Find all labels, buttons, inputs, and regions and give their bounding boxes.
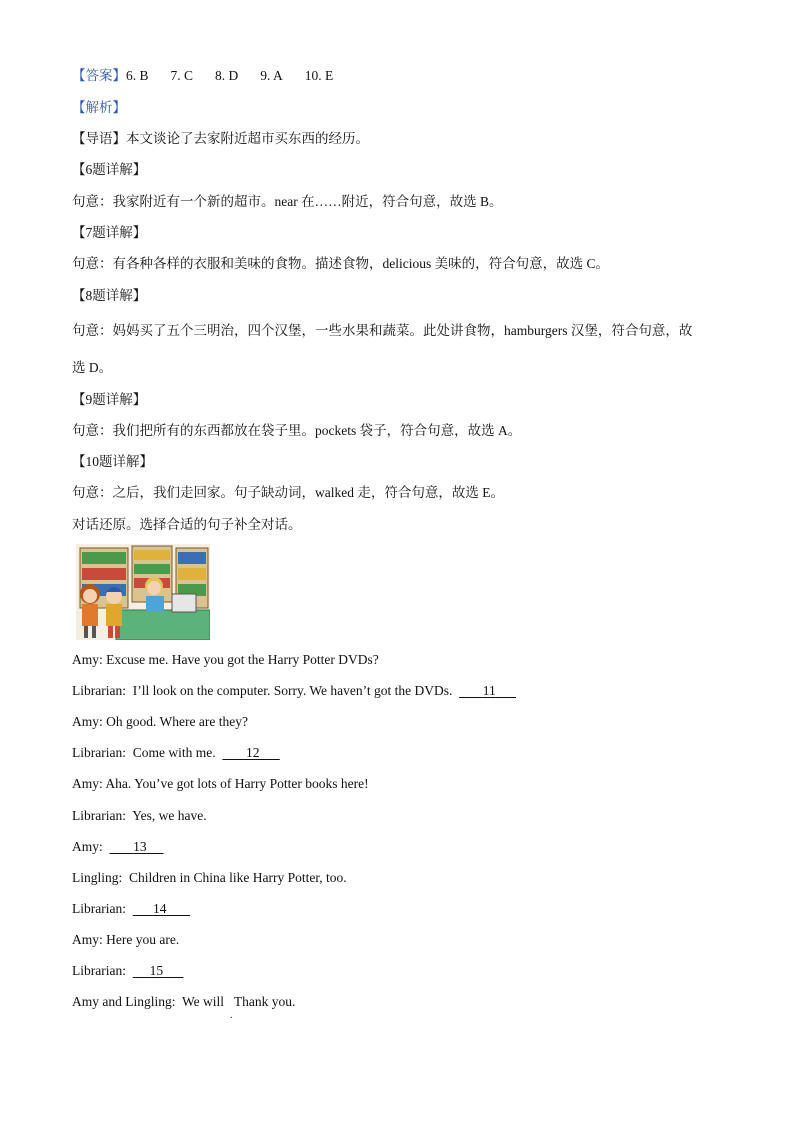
blank-number: 12 — [245, 745, 260, 760]
dialogue-line — [72, 900, 190, 918]
dialogue-line — [72, 682, 516, 700]
answer-blank[interactable] — [133, 962, 184, 980]
intro-tag: 【导语】 — [72, 131, 126, 146]
analysis-label: 【解析】 — [72, 100, 126, 115]
utterance: Yes, we have. — [132, 808, 207, 823]
speaker: Amy: — [72, 776, 103, 791]
answer-item: 9. A — [260, 68, 283, 83]
utterance: Come with me. — [132, 745, 216, 760]
answer-tag: 【答案】 — [72, 68, 126, 83]
speaker: Librarian: — [72, 963, 126, 978]
speaker: Amy: — [72, 652, 103, 667]
blank-number: 13 — [133, 839, 147, 854]
answer-blank[interactable] — [459, 682, 516, 700]
dialogue-line — [72, 744, 280, 762]
utterance: Oh good. Where are they? — [106, 714, 248, 729]
stray-dot: . — [230, 1010, 233, 1021]
detail-6-text: 句意：我家附近有一个新的超市。near 在……附近，符合句意，故选 B。 — [72, 194, 503, 209]
speaker: Amy and Lingling: — [72, 994, 176, 1009]
answer-blank[interactable] — [222, 744, 279, 762]
answer-blank[interactable] — [110, 838, 164, 856]
speaker: Amy: — [72, 839, 103, 854]
dialogue-line — [72, 962, 183, 980]
answer-item: 10. E — [304, 68, 334, 83]
utterance: I’ll look on the computer. Sorry. We haven’t got the DVDs. — [132, 683, 453, 698]
answer-item: 8. D — [215, 68, 239, 83]
dialogue-line — [72, 993, 295, 1011]
answer-item: 6. B — [126, 68, 149, 83]
section-title: 对话还原。选择合适的句子补全对话。 — [72, 517, 302, 532]
speaker: Librarian: — [72, 808, 126, 823]
blank-number: 14 — [152, 901, 167, 916]
library-illustration — [76, 544, 210, 640]
dialogue-line — [72, 775, 369, 793]
dialogue-line — [72, 651, 379, 669]
utterance: Excuse me. Have you got the Harry Potter DVDs? — [106, 652, 379, 667]
computer-monitor — [172, 594, 196, 612]
utterance: Aha. You’ve got lots of Harry Potter books here! — [105, 776, 369, 791]
detail-8-text-cont: 选 D。 — [72, 360, 113, 375]
speaker: Lingling: — [72, 870, 123, 885]
dialogue-line — [72, 931, 179, 949]
speaker: Amy: — [72, 932, 103, 947]
speaker: Amy: — [72, 714, 103, 729]
intro-line — [72, 130, 369, 148]
detail-9-tag: 【9题详解】 — [72, 392, 147, 407]
answer-blank[interactable] — [133, 900, 190, 918]
detail-10-text: 句意：之后，我们走回家。句子缺动词，walked 走，符合句意，故选 E。 — [72, 485, 504, 500]
intro-text: 本文谈论了去家附近超市买东西的经历。 — [126, 131, 369, 146]
detail-7-text: 句意：有各种各样的衣服和美味的食物。描述食物，delicious 美味的，符合句意，故选 C。 — [72, 256, 609, 271]
library-desk — [116, 610, 210, 640]
detail-10-tag: 【10题详解】 — [72, 454, 153, 469]
dialogue-line — [72, 713, 248, 731]
blank-number: 11 — [482, 683, 496, 698]
detail-7-tag: 【7题详解】 — [72, 225, 147, 240]
answer-line — [72, 67, 333, 85]
blank-number: 15 — [149, 963, 164, 978]
speaker: Librarian: — [72, 901, 126, 916]
utterance: Children in China like Harry Potter, too. — [129, 870, 347, 885]
detail-6-tag: 【6题详解】 — [72, 162, 147, 177]
dialogue-line — [72, 869, 347, 887]
detail-8-tag: 【8题详解】 — [72, 288, 147, 303]
detail-8-text: 句意：妈妈买了五个三明治，四个汉堡，一些水果和蔬菜。此处讲食物，hamburgers 汉堡，符合句意，故 — [72, 323, 693, 338]
utterance: Here you are. — [106, 932, 180, 947]
dialogue-line — [72, 807, 207, 825]
speaker: Librarian: — [72, 683, 126, 698]
speaker: Librarian: — [72, 745, 126, 760]
detail-9-text: 句意：我们把所有的东西都放在袋子里。pockets 袋子，符合句意，故选 A。 — [72, 423, 522, 438]
utterance: We will Thank you. — [182, 994, 296, 1009]
dialogue-line — [72, 838, 164, 856]
answer-item: 7. C — [170, 68, 194, 83]
